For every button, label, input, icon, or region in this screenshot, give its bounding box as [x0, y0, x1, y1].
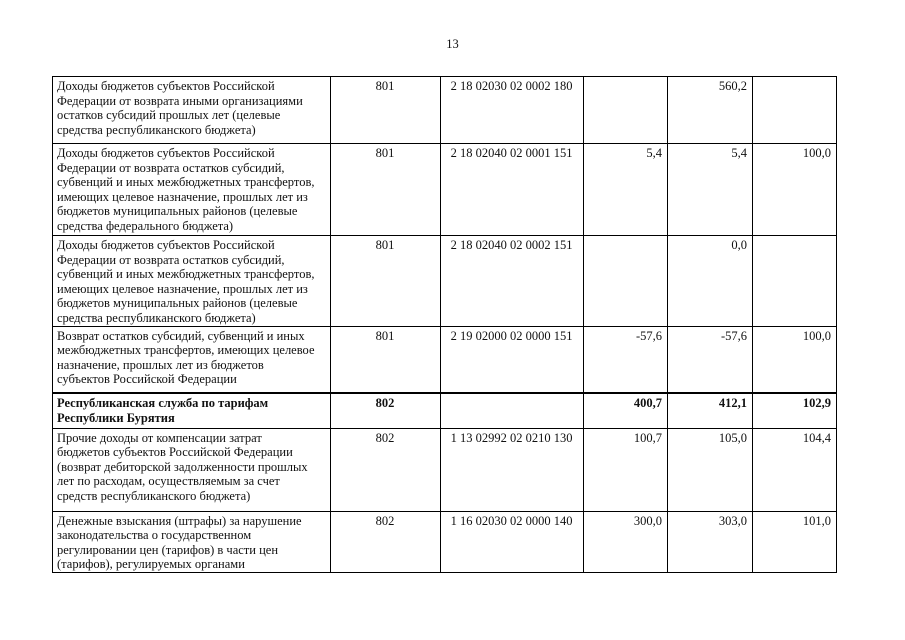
- table-row: [53, 511, 837, 572]
- admin-code: 801: [331, 77, 441, 144]
- amount-2-cell: 105,0: [668, 428, 753, 511]
- admin-code: 801: [331, 236, 441, 327]
- budget-classification-code: 1 16 02030 02 0000 140: [441, 511, 584, 572]
- amount-1-cell: 300,0: [584, 511, 668, 572]
- budget-classification-code: 2 19 02000 02 0000 151: [441, 326, 584, 393]
- row-description: Республиканская служба по тарифам Республики Бурятия: [53, 393, 331, 428]
- budget-classification-code: 1 13 02992 02 0210 130: [441, 428, 584, 511]
- percent-cell: 100,0: [753, 326, 837, 393]
- percent-cell: 102,9: [753, 393, 837, 428]
- amount-2-cell: 560,2: [668, 77, 753, 144]
- row-description: Денежные взыскания (штрафы) за нарушение законодательства о государственном регулировании цен (тарифов) в части цен (тарифов), регулируемых органами: [53, 511, 331, 572]
- table-row-section-header: [53, 393, 837, 428]
- amount-1-cell: [584, 77, 668, 144]
- amount-2-cell: 412,1: [668, 393, 753, 428]
- admin-code: 802: [331, 393, 441, 428]
- row-description: Доходы бюджетов субъектов Российской Федерации от возврата иными организациями остатков субсидий прошлых лет (целевые средства республиканского бюджета): [53, 77, 331, 144]
- table-row: [53, 326, 837, 393]
- admin-code: 802: [331, 428, 441, 511]
- budget-classification-code: 2 18 02040 02 0002 151: [441, 236, 584, 327]
- page-number: 13: [446, 37, 459, 51]
- amount-1-cell: -57,6: [584, 326, 668, 393]
- amount-1-cell: [584, 236, 668, 327]
- budget-classification-code: 2 18 02040 02 0001 151: [441, 144, 584, 236]
- percent-cell: 100,0: [753, 144, 837, 236]
- revenue-table: [52, 76, 837, 573]
- amount-2-cell: 0,0: [668, 236, 753, 327]
- admin-code: 801: [331, 144, 441, 236]
- admin-code: 801: [331, 326, 441, 393]
- table-row: [53, 77, 837, 144]
- table-row: [53, 144, 837, 236]
- budget-classification-code: 2 18 02030 02 0002 180: [441, 77, 584, 144]
- row-description: Доходы бюджетов субъектов Российской Федерации от возврата остатков субсидий, субвенций и иных межбюджетных трансфертов, имеющих целевое назначение, прошлых лет из бюджетов муниципальных районов (целевые средства республиканского бюджета): [53, 236, 331, 327]
- amount-2-cell: 5,4: [668, 144, 753, 236]
- budget-classification-code: [441, 393, 584, 428]
- amount-1-cell: 5,4: [584, 144, 668, 236]
- table-row: [53, 236, 837, 327]
- percent-cell: 104,4: [753, 428, 837, 511]
- amount-2-cell: 303,0: [668, 511, 753, 572]
- admin-code: 802: [331, 511, 441, 572]
- percent-cell: 101,0: [753, 511, 837, 572]
- amount-2-cell: -57,6: [668, 326, 753, 393]
- amount-1-cell: 100,7: [584, 428, 668, 511]
- table-row: [53, 428, 837, 511]
- row-description: Возврат остатков субсидий, субвенций и иных межбюджетных трансфертов, имеющих целевое назначение, прошлых лет из бюджетов субъектов Российской Федерации: [53, 326, 331, 393]
- percent-cell: [753, 77, 837, 144]
- row-description: Доходы бюджетов субъектов Российской Федерации от возврата остатков субсидий, субвенций и иных межбюджетных трансфертов, имеющих целевое назначение, прошлых лет из бюджетов муниципальных районов (целевые средства федерального бюджета): [53, 144, 331, 236]
- amount-1-cell: 400,7: [584, 393, 668, 428]
- percent-cell: [753, 236, 837, 327]
- row-description: Прочие доходы от компенсации затрат бюджетов субъектов Российской Федерации (возврат дебиторской задолженности прошлых лет по расходам, осуществляемым за счет средств республиканского бюджета): [53, 428, 331, 511]
